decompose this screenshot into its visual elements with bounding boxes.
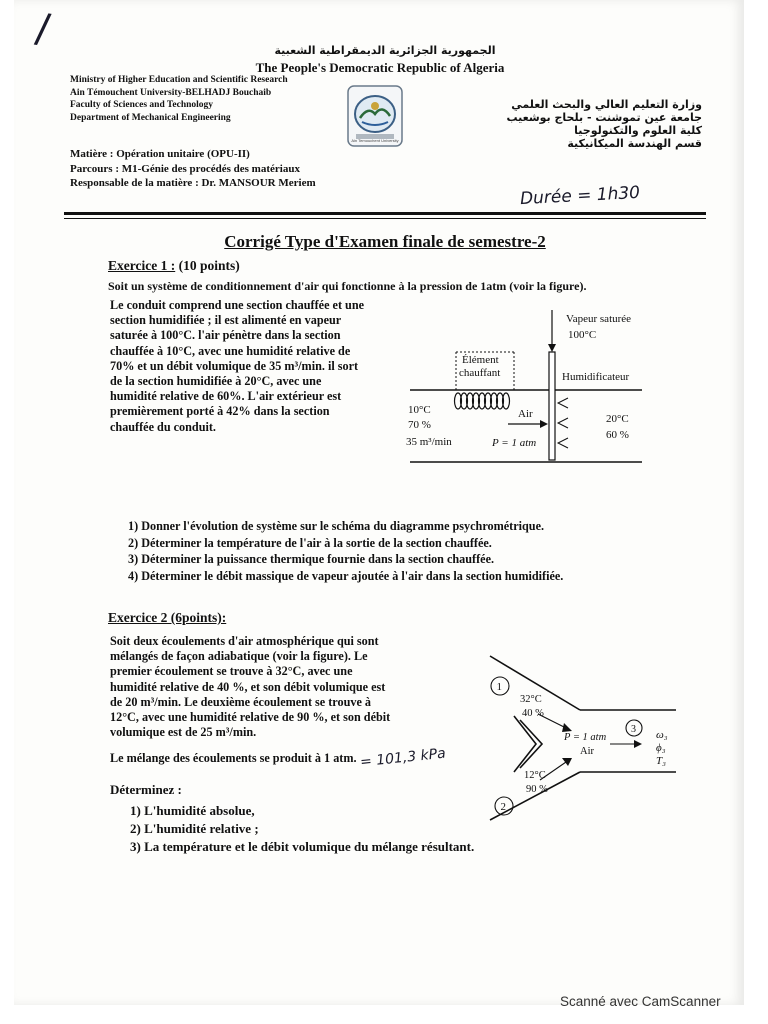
margin-mark: / (32, 5, 53, 53)
humidificateur-label: Humidificateur (562, 371, 630, 383)
flow-1-number: 1 (496, 681, 502, 693)
outlet-omega: ω₃ (656, 729, 668, 741)
flow-1-temp: 32°C (520, 694, 542, 705)
exam-title: Corrigé Type d'Examen finale de semestre-2 (224, 232, 546, 251)
university-line: Ain Témouchent University-BELHADJ Bouchaib (70, 87, 272, 98)
ex1-line: Le conduit comprend une section chauffée et une (110, 298, 365, 312)
ex2-line: de 20 m³/min. Le deuxième écoulement se trouve à (110, 694, 372, 709)
header-rule-thin (64, 218, 706, 219)
ex2-line: Soit deux écoulements d'air atmosphérique qui sont (110, 634, 379, 648)
ex2-paragraph (110, 634, 428, 740)
ex2-question: 3) La température et le débit volumique du mélange résultant. (130, 839, 475, 854)
ex2-determinez: Déterminez : (110, 782, 182, 797)
ex1-question: 2) Déterminer la température de l'air à la sortie de la section chauffée. (128, 535, 492, 550)
ex1-question: 4) Déterminer le débit massique de vapeur ajoutée à l'air dans la section humidifiée. (128, 568, 564, 583)
inlet-temp-label: 10°C (408, 404, 431, 416)
ex2-mixing-figure (480, 648, 680, 828)
ex1-line: section humidifiée ; il est alimenté en vapeur (110, 313, 342, 328)
ex2-line: humidité relative de 40 %, et son débit volumique est (110, 679, 386, 694)
pressure-label: P = 1 atm (492, 437, 537, 449)
ex1-line: chauffée du conduit. (110, 419, 216, 434)
flow-2-temp: 12°C (524, 770, 546, 781)
ex1-line: saturée à 100°C. l'air pénètre dans la section (110, 328, 341, 343)
ex2-line: volumique est de 25 m³/min. (110, 725, 257, 740)
flow-1-rh: 40 % (522, 708, 544, 719)
ex1-questions (128, 518, 563, 584)
element-label: Élément (462, 354, 499, 366)
header-rule-thick (64, 212, 706, 215)
ex1-question: 1) Donner l'évolution de système sur le schéma du diagramme psychrométrique. (128, 519, 545, 533)
ex1-heading-block (108, 258, 240, 274)
header-right-block (470, 98, 702, 150)
ex1-line: premièrement porté à 42% dans la section (110, 404, 330, 419)
ex1-line: 70% et un débit volumique de 35 m³/min. il sort (110, 358, 359, 373)
ex2-last-line: Le mélange des écoulements se produit à 1 atm. (110, 751, 357, 765)
header-left-block (70, 74, 288, 124)
flow-2-number: 2 (500, 801, 506, 813)
department-line: Department of Mechanical Engineering (70, 112, 231, 123)
outlet-rh-label: 60 % (606, 429, 629, 441)
ex2-questions (130, 802, 474, 856)
camscanner-watermark: Scanné avec CamScanner (560, 994, 721, 1009)
ex2-line: mélangés de façon adiabatique (voir la figure). Le (110, 649, 368, 664)
matiere-line: Matière : Opération unitaire (OPU-II) (70, 148, 250, 160)
ex1-line: chauffée à 10°C, avec une humidité relative de (110, 343, 351, 358)
air-label: Air (518, 408, 533, 420)
parcours-line: Parcours : M1-Génie des procédés des matériaux (70, 162, 300, 175)
arabic-faculty-line: كلية العلوم والتكنولوجيا (574, 124, 702, 137)
ex1-heading: Exercice 1 : (108, 258, 176, 273)
ex2-heading: Exercice 2 (6points): (108, 610, 227, 625)
handwritten-pressure-note: = 101,3 kPa (358, 745, 447, 771)
arabic-republic-title: الجمهورية الجزائرية الديمقراطية الشعبية (274, 44, 496, 57)
ex1-points: (10 points) (178, 258, 240, 273)
ex1-line: humidité relative de 60%. L'air extérieur est (110, 389, 342, 404)
ex2-line: premier écoulement se trouve à 32°C, avec une (110, 664, 353, 679)
ex2-last-line-block (110, 745, 447, 771)
responsable-line: Responsable de la matière : Dr. MANSOUR Meriem (70, 177, 316, 189)
vapeur-label: Vapeur saturée (566, 313, 632, 325)
ex1-duct-figure (400, 300, 650, 470)
ex1-paragraph (110, 298, 392, 435)
arabic-university-line: جامعة عين تموشنت - بلحاج بوشعيب (506, 111, 702, 124)
university-logo (346, 84, 404, 148)
ex1-intro: Soit un système de conditionnement d'air qui fonctionne à la pression de 1atm (voir la figure). (108, 279, 587, 293)
mix-air: Air (580, 746, 594, 757)
republic-title: The People's Democratic Republic of Algeria (255, 60, 505, 75)
flow-3-number: 3 (631, 724, 636, 735)
handwritten-duration: Durée = 1h30 (519, 182, 641, 210)
chauffant-label: chauffant (459, 367, 501, 379)
ex1-line: de la section humidifiée à 20°C, avec une (110, 374, 322, 389)
arabic-department-line: قسم الهندسة الميكانيكية (567, 137, 702, 150)
ex2-question: 2) L'humidité relative ; (130, 821, 259, 836)
logo-caption: Ain Temouchent University (351, 138, 399, 143)
faculty-line: Faculty of Sciences and Technology (70, 100, 214, 110)
mix-pressure: P = 1 atm (564, 732, 607, 743)
flow-2-rh: 90 % (526, 784, 548, 795)
outlet-temp: T₃ (656, 755, 666, 767)
ex2-question: 1) L'humidité absolue, (130, 803, 255, 818)
arabic-ministry-line: وزارة التعليم العالي والبحث العلمي (511, 98, 702, 111)
inlet-rh-label: 70 % (408, 419, 431, 431)
course-meta (70, 147, 316, 191)
outlet-temp-label: 20°C (606, 413, 629, 425)
outlet-phi: ϕ₃ (656, 742, 666, 754)
ministry-line: Ministry of Higher Education and Scientific Research (70, 75, 288, 85)
ex1-question: 3) Déterminer la puissance thermique fournie dans la section chauffée. (128, 552, 495, 566)
ex2-line: 12°C, avec une humidité relative de 90 %, et son débit (110, 710, 391, 725)
inlet-flow-label: 35 m³/min (406, 436, 452, 448)
vapeur-temp-label: 100°C (568, 329, 597, 341)
